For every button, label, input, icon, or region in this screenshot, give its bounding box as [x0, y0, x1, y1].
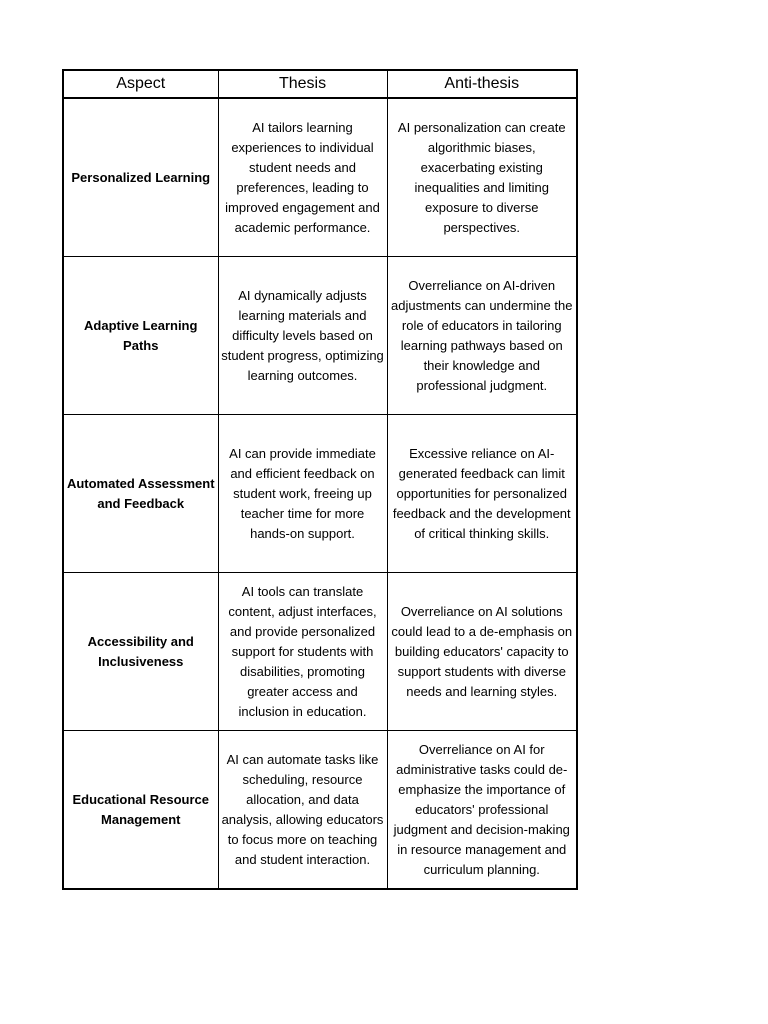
aspect-cell	[63, 257, 218, 415]
aspect-text: Personalized Learning	[71, 169, 211, 185]
aspect-text: Automated Assessment and Feedback	[66, 475, 215, 511]
antithesis-text: Overreliance on AI-driven adjustments can undermine the role of educators in tailoring learning pathways based on their knowledge and professional judgment.	[391, 277, 573, 393]
aspect-cell	[63, 415, 218, 573]
thesis-text: AI tools can translate content, adjust interfaces, and provide personalized support for students with disabilities, promoting greater access and inclusion in education.	[228, 583, 377, 719]
aspect-text: Educational Resource Management	[72, 791, 210, 827]
antithesis-cell	[387, 573, 577, 731]
thesis-text: AI dynamically adjusts learning materials and difficulty levels based on student progress, optimizing learning outcomes.	[221, 287, 384, 383]
antithesis-cell	[387, 731, 577, 890]
thesis-antithesis-table	[62, 69, 578, 890]
aspect-cell	[63, 573, 218, 731]
table-header-row	[63, 70, 577, 98]
header-antithesis: Anti-thesis	[387, 70, 577, 98]
thesis-cell	[218, 257, 387, 415]
antithesis-text: Overreliance on AI solutions could lead to a de-emphasis on building educators' capacity to support students with diverse needs and learning styles.	[391, 603, 573, 699]
header-thesis: Thesis	[218, 70, 387, 98]
thesis-cell	[218, 573, 387, 731]
table-row	[63, 257, 577, 415]
aspect-cell	[63, 731, 218, 890]
thesis-text: AI can provide immediate and efficient feedback on student work, freeing up teacher time for more hands-on support.	[229, 445, 376, 541]
thesis-cell	[218, 98, 387, 257]
aspect-text: Adaptive Learning Paths	[84, 317, 198, 353]
aspect-cell	[63, 98, 218, 257]
table-row	[63, 415, 577, 573]
table-row	[63, 731, 577, 890]
thesis-cell	[218, 731, 387, 890]
comparison-table-container	[62, 69, 576, 890]
antithesis-text: Overreliance on AI for administrative tasks could de-emphasize the importance of educators' professional judgment and decision-making in resource management and curriculum planning.	[393, 741, 570, 877]
antithesis-cell	[387, 415, 577, 573]
antithesis-cell	[387, 257, 577, 415]
antithesis-text: AI personalization can create algorithmic biases, exacerbating existing inequalities and limiting exposure to diverse perspectives.	[397, 119, 566, 235]
table-row	[63, 98, 577, 257]
aspect-text: Accessibility and Inclusiveness	[87, 633, 194, 669]
header-aspect: Aspect	[63, 70, 218, 98]
thesis-text: AI tailors learning experiences to individual student needs and preferences, leading to improved engagement and academic performance.	[225, 119, 380, 235]
thesis-cell	[218, 415, 387, 573]
table-row	[63, 573, 577, 731]
antithesis-cell	[387, 98, 577, 257]
antithesis-text: Excessive reliance on AI-generated feedback can limit opportunities for personalized feedback and the development of critical thinking skills.	[392, 445, 571, 541]
thesis-text: AI can automate tasks like scheduling, resource allocation, and data analysis, allowing educators to focus more on teaching and student interaction.	[221, 751, 384, 867]
